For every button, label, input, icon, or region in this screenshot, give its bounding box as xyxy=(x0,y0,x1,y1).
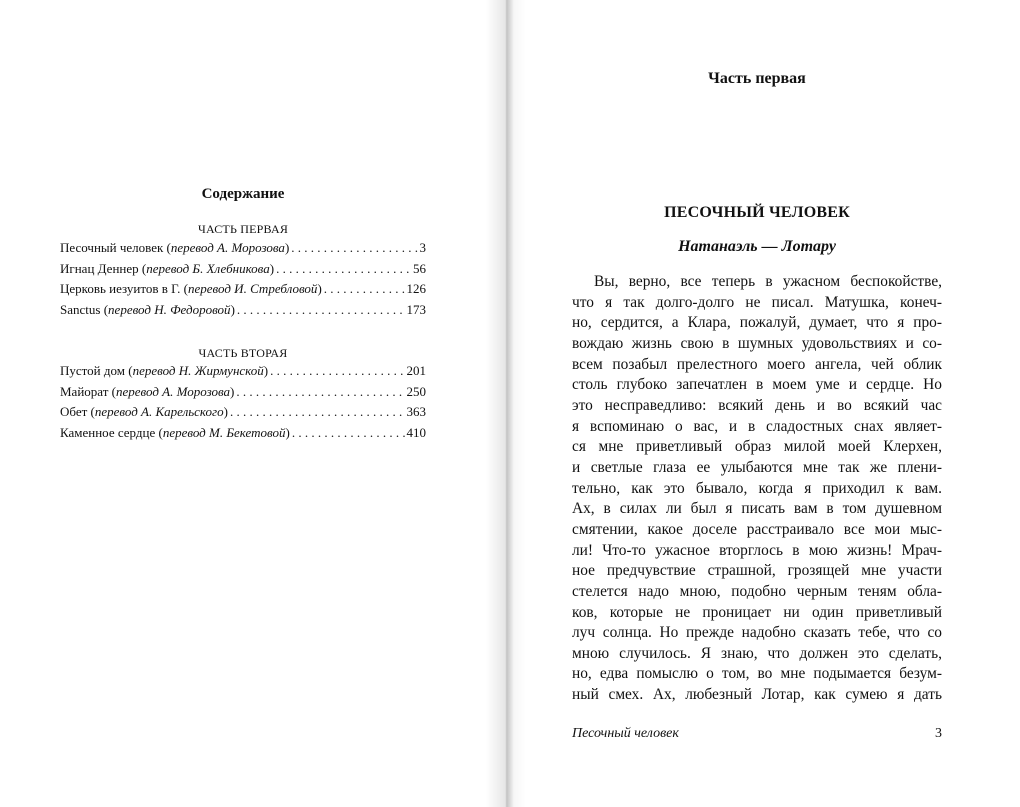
body-line: ли! Что-то ужасное вторглось в мою жизнь! Мрач- xyxy=(572,541,942,559)
toc-entry-title: Обет xyxy=(60,404,88,420)
story-title: ПЕСОЧНЫЙ ЧЕЛОВЕК xyxy=(664,204,850,221)
dot-leader xyxy=(230,404,405,420)
body-line: вождаю жизнь свою в шумных удовольствиях и со- xyxy=(572,334,942,352)
page-number: 3 xyxy=(935,726,942,741)
body-line: тельно, как это бывало, когда я приходил к вам. xyxy=(572,479,942,497)
body-line: но, сердится, а Клара, пожалуй, думает, что я про- xyxy=(572,314,942,332)
letter-heading: Натанаэль — Лотару xyxy=(678,238,836,255)
body-line: я вспоминаю о вас, и в сладостных снах являет- xyxy=(572,417,942,435)
toc-part1-list xyxy=(60,240,426,323)
body-line: но, едва помыслю о том, во мне подымается безум- xyxy=(572,665,942,683)
toc-entry-title: Пустой дом xyxy=(60,363,125,378)
dot-leader xyxy=(324,281,405,297)
toc-entry[interactable]: Sanctus (перевод Н. Федоровой) . . . 173 xyxy=(60,302,426,323)
toc-entry-translator: перевод Н. Жирмунской xyxy=(132,363,264,378)
dot-leader xyxy=(291,240,417,256)
toc-part2-list xyxy=(60,363,426,446)
toc-entry-page: 173 xyxy=(406,302,426,318)
body-line: и светлые глаза ее улыбаются мне так же плени- xyxy=(572,458,942,476)
toc-entry-translator: перевод А. Морозова xyxy=(116,383,231,399)
toc-part2-label: ЧАСТЬ ВТОРАЯ xyxy=(198,346,288,360)
toc-entry-translator: перевод Н. Федоровой xyxy=(108,302,231,318)
toc-entry[interactable]: Пустой дом (перевод Н. Жирмунской) . . . 201 xyxy=(60,363,426,384)
body-line: луч солнца. Но прежде надобно сказать тебе, что со xyxy=(572,624,942,642)
toc-entry-title: Церковь иезуитов в Г. xyxy=(60,281,181,297)
toc-entry-translator: перевод И. Стребловой xyxy=(188,281,318,297)
body-line: ное предчувствие страшной, грозящей мне участи xyxy=(572,562,942,580)
left-page xyxy=(0,0,506,807)
toc-part1-label: ЧАСТЬ ПЕРВАЯ xyxy=(197,222,289,236)
toc-entry-title: Sanctus xyxy=(60,302,101,318)
toc-entry-title: Песочный человек xyxy=(60,240,164,255)
toc-entry-title: Майорат xyxy=(60,383,109,399)
body-line: это несправедливо: всякий день и во всякий час xyxy=(572,396,942,414)
toc-entry-page: 250 xyxy=(406,383,426,399)
dot-leader xyxy=(292,425,405,441)
toc-entry-translator: перевод М. Бекетовой xyxy=(162,425,286,441)
body-line: Ах, в силах ли был я писать вам в том душевном xyxy=(572,500,942,518)
toc-entry[interactable]: Майорат (перевод А. Морозова) . . . 250 xyxy=(60,384,426,405)
toc-entry[interactable]: Церковь иезуитов в Г. (перевод И. Стребловой) . . . 126 xyxy=(60,281,426,302)
toc-entry-page: 3 xyxy=(419,240,426,255)
toc-entry-page: 56 xyxy=(413,260,426,276)
body-line: мною случилось. Я знаю, что должен это сделать, xyxy=(572,644,942,662)
body-line: ся мне приветливый образ милой моей Клерхен, xyxy=(572,438,942,456)
body-line: всем позабыл прелестного моего ангела, чей облик xyxy=(572,355,942,373)
toc-entry-title: Игнац Деннер xyxy=(60,260,139,276)
body-line: смятении, какое доселе расстраивало все мои мыс- xyxy=(572,520,942,538)
body-line: что я так долго-долго не писал. Матушка, конеч- xyxy=(572,293,942,311)
book-gutter-shadow xyxy=(486,0,526,807)
body-line: Вы, верно, все теперь в ужасном беспокойстве, xyxy=(594,273,942,290)
toc-title: Содержание xyxy=(201,186,285,202)
toc-entry-translator: перевод Б. Хлебникова xyxy=(146,260,270,276)
body-line: ный смех. Ах, любезный Лотар, как сумею я дать xyxy=(572,686,942,704)
running-footer-title: Песочный человек xyxy=(572,726,679,741)
toc-entry[interactable]: Обет (перевод А. Карельского) . . . 363 xyxy=(60,404,426,425)
body-line: ков, которые не проницает ни один приветливый xyxy=(572,603,942,621)
part-heading: Часть первая xyxy=(708,70,806,87)
body-line: столь глубоко запечатлен в моем уме и сердце. Но xyxy=(572,376,942,394)
body-line: стелется надо мною, подобно черным теням обла- xyxy=(572,582,942,600)
dot-leader xyxy=(276,261,411,277)
toc-entry[interactable]: Каменное сердце (перевод М. Бекетовой) . . . 410 xyxy=(60,425,426,446)
dot-leader xyxy=(236,384,404,400)
dot-leader xyxy=(270,363,404,379)
toc-entry[interactable]: Игнац Деннер (перевод Б. Хлебникова) . . . 56 xyxy=(60,261,426,282)
toc-entry-page: 126 xyxy=(406,281,426,297)
toc-entry[interactable]: Песочный человек (перевод А. Морозова) . . . 3 xyxy=(60,240,426,261)
dot-leader xyxy=(237,302,405,318)
toc-entry-translator: перевод А. Морозова xyxy=(170,240,285,255)
toc-entry-page: 410 xyxy=(406,425,426,441)
toc-entry-translator: перевод А. Карельского xyxy=(94,404,224,420)
toc-entry-page: 201 xyxy=(406,363,426,378)
body-text xyxy=(572,272,942,706)
toc-entry-page: 363 xyxy=(406,404,426,420)
toc-entry-title: Каменное сердце xyxy=(60,425,156,441)
